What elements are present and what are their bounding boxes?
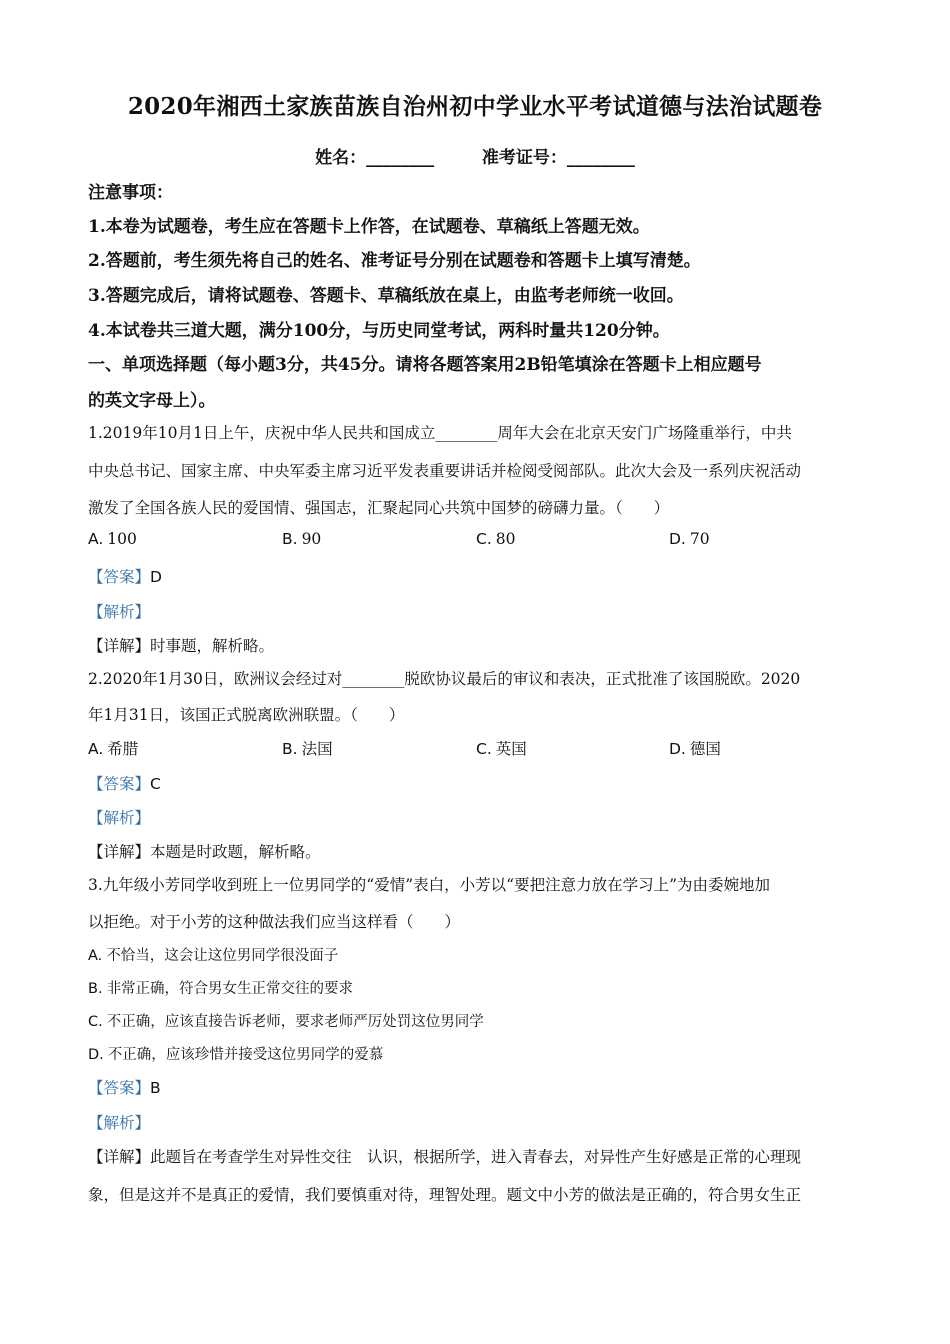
exam-number-field-label: 准考证号：________ [481,148,635,168]
question-1-text: 激发了全国各族人民的爱国情、强国志，汇聚起同心共筑中国梦的磅礴力量。（ ） [88,499,670,517]
q1-analysis-label: 【解析】 [88,603,151,621]
q1-option-c: C. 80 [476,530,516,548]
question-1-text: 1.2019年10月1日上午，庆祝中华人民共和国成立________周年大会在北京天安门广场隆重举行，中共 [88,424,792,442]
q1-option-a: A. 100 [88,530,137,548]
q2-option-d: D. 德国 [669,740,721,758]
q3-detail: 【详解】此题旨在考查学生对异性交往 认识，根据所学，进入青春去，对异性产生好感是正常的心理现 [88,1148,802,1166]
question-3-text: 3.九年级小芳同学收到班上一位男同学的“爱情”表白，小芳以“要把注意力放在学习上”为由委婉地加 [88,876,770,894]
q1-detail: 【详解】时事题，解析略。 [88,637,275,655]
q2-detail: 【详解】本题是时政题，解析略。 [88,843,321,861]
question-1-text: 中央总书记、国家主席、中央军委主席习近平发表重要讲话并检阅受阅部队。此次大会及一系列庆祝活动 [88,462,802,480]
q1-option-b: B. 90 [282,530,322,548]
q3-option-b: B. 非常正确，符合男女生正常交往的要求 [88,981,354,997]
notice-item: 2.答题前，考生须先将自己的姓名、准考证号分别在试题卷和答题卡上填写清楚。 [88,251,701,271]
section-heading: 一、单项选择题（每小题3分，共45分。请将各题答案用2B铅笔填涂在答题卡上相应题号 [88,355,762,375]
q3-option-a: A. 不恰当，这会让这位男同学很没面子 [88,948,339,964]
section-heading-cont: 的英文字母上）。 [88,391,216,411]
notice-heading: 注意事项： [88,183,173,203]
q1-option-d: D. 70 [669,530,710,548]
notice-item: 3.答题完成后，请将试题卷、答题卡、草稿纸放在桌上，由监考老师统一收回。 [88,286,684,306]
q3-detail-cont: 象，但是这并不是真正的爱情，我们要慎重对待，理智处理。题文中小芳的做法是正确的，符合男女生正 [88,1186,802,1204]
q3-answer: 【答案】B [88,1079,161,1097]
q2-answer: 【答案】C [88,775,161,793]
q3-option-d: D. 不正确，应该珍惜并接受这位男同学的爱慕 [88,1047,384,1063]
question-3-text: 以拒绝。对于小芳的这种做法我们应当这样看（ ） [88,913,461,931]
q2-option-c: C. 英国 [476,740,527,758]
question-2-text: 2.2020年1月30日，欧洲议会经过对________脱欧协议最后的审议和表决，正式批准了该国脱欧。2020 [88,670,801,688]
q3-analysis-label: 【解析】 [88,1114,151,1132]
notice-item: 1.本卷为试题卷，考生应在答题卡上作答，在试题卷、草稿纸上答题无效。 [88,217,650,237]
q2-option-b: B. 法国 [282,740,333,758]
notice-item: 4.本试卷共三道大题，满分100分，与历史同堂考试，两科时量共120分钟。 [88,321,670,341]
q3-option-c: C. 不正确，应该直接告诉老师，要求老师严厉处罚这位男同学 [88,1014,484,1030]
name-field-label: 姓名：________ [315,148,435,168]
candidate-info-bar [0,143,950,168]
q1-answer: 【答案】D [88,568,162,586]
question-2-text: 年1月31日，该国正式脱离欧洲联盟。（ ） [88,706,405,724]
q2-option-a: A. 希腊 [88,740,139,758]
page-title: 2020年湘西土家族苗族自治州初中学业水平考试道德与法治试题卷 [127,93,823,120]
q2-analysis-label: 【解析】 [88,809,151,827]
